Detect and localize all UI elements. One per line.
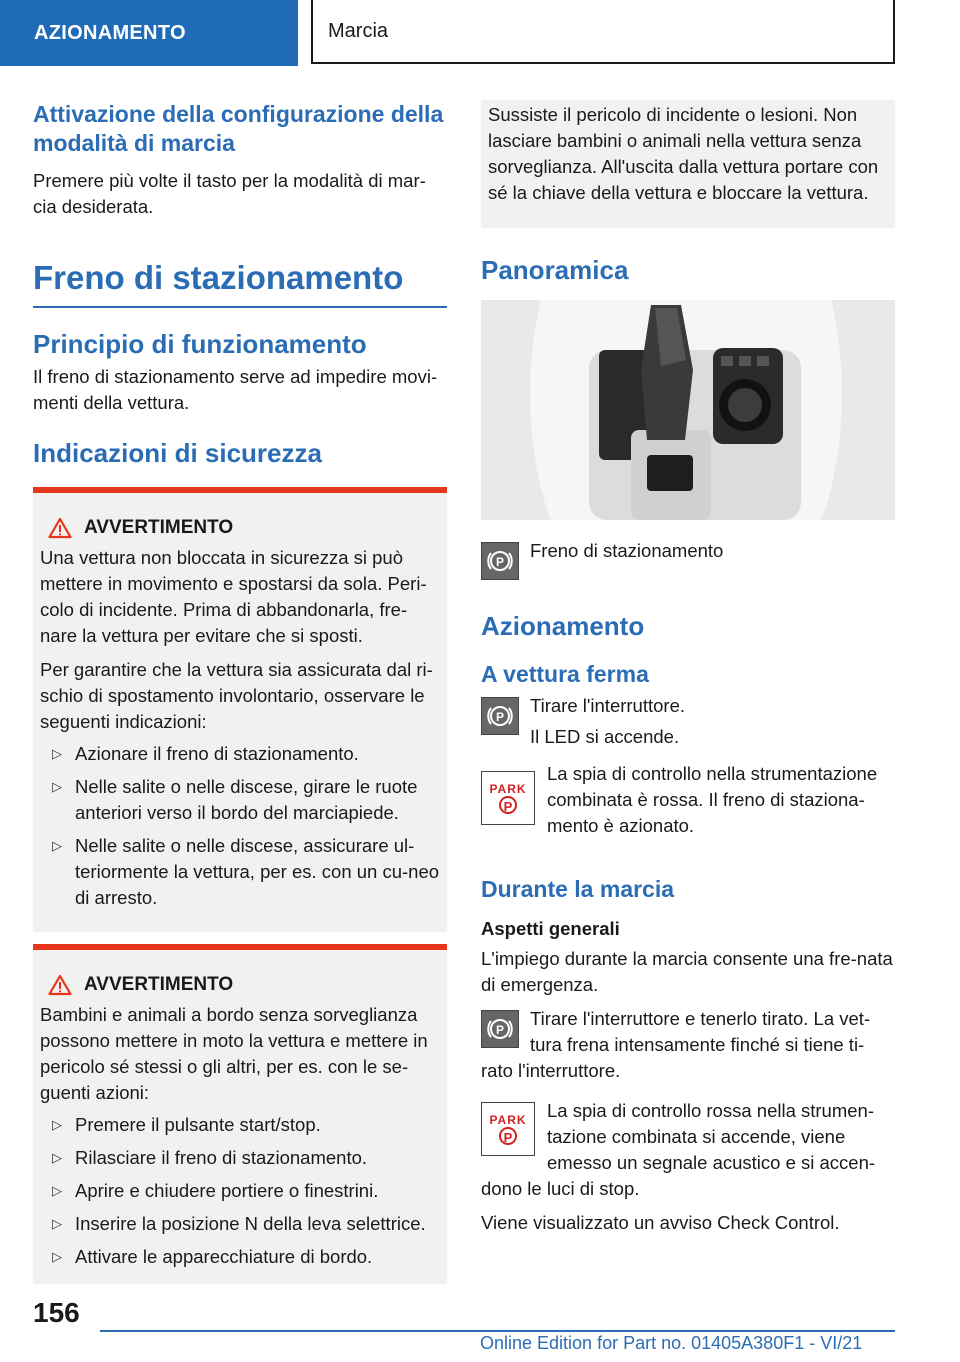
chapter-header — [311, 0, 895, 64]
park-symbol: P — [499, 796, 517, 814]
operation-title: Azionamento — [481, 611, 645, 641]
stopped-text-2: Il LED si accende. — [530, 726, 680, 747]
warning-icon — [48, 517, 72, 539]
list-item: ▷ Aprire e chiudere portiere o finestrini. — [40, 1178, 440, 1204]
info-text: Sussiste il pericolo di incidente o lesioni. Non lasciare bambini o animali nella vettura senza sorveglianza. All'uscita dalla vettura portare con sé la chiave della vettura e bloccare la vettura. — [488, 104, 879, 203]
bullet-triangle-icon: ▷ — [52, 1117, 62, 1132]
bullet-triangle-icon: ▷ — [52, 746, 62, 761]
principle-title: Principio di funzionamento — [33, 329, 367, 359]
main-title: Freno di stazionamento — [33, 258, 447, 308]
list-item: ▷ Premere il pulsante start/stop. — [40, 1112, 440, 1138]
parking-brake-icon — [481, 542, 519, 580]
safety-title: Indicazioni di sicurezza — [33, 438, 322, 468]
list-item: ▷ Nelle salite o nelle discese, girare le ruote anteriori verso il bordo del marciapiede. — [52, 776, 418, 823]
edition-text: Online Edition for Part no. 01405A380F1 - VI/21 — [480, 1333, 863, 1353]
pull-text: Tirare l'interruttore e tenerlo tirato. La vet-tura frena intensamente finché si tiene ti-rato l'interruttore. — [481, 1008, 871, 1081]
svg-text:P: P — [495, 1023, 505, 1037]
park-warning-icon — [481, 771, 535, 825]
caption-row — [481, 538, 895, 582]
overview-title: Panoramica — [481, 255, 629, 285]
principle-text: Il freno di stazionamento serve ad impedire movi-menti della vettura. — [33, 366, 438, 413]
park-label: PARK — [489, 781, 527, 796]
stopped-park-text: La spia di controllo nella strumentazione combinata è rossa. Il freno di staziona-mento è azionato. — [547, 763, 878, 836]
warning-text: Bambini e animali a bordo senza sorveglianza possono mettere in moto la vettura e mettere in pericolo sé stessi o gli altri, per es. con le se-guenti azioni: — [40, 1004, 428, 1103]
right-column — [481, 100, 895, 1236]
bullet-triangle-icon: ▷ — [52, 1150, 62, 1165]
center-console-image — [481, 300, 895, 520]
park-symbol: P — [499, 1127, 517, 1145]
pull-row — [481, 1006, 895, 1084]
stopped-row — [481, 693, 895, 755]
general-text: L'impiego durante la marcia consente una fre-nata di emergenza. — [481, 948, 893, 995]
parking-brake-icon — [481, 697, 519, 735]
list-item: ▷ Inserire la posizione N della leva selettrice. — [40, 1211, 440, 1237]
warning-list — [40, 741, 440, 911]
list-item: ▷ Azionare il freno di stazionamento. — [40, 741, 440, 767]
info-box — [481, 100, 895, 228]
warning-icon — [48, 974, 72, 996]
driving-title: Durante la marcia — [481, 876, 675, 902]
warning-label: AVVERTIMENTO — [84, 974, 234, 995]
park-label: PARK — [489, 1112, 527, 1127]
warning-box-2 — [33, 944, 447, 1284]
park-text: La spia di controllo rossa nella strumen-tazione combinata si accende, viene emesso un segnale acustico e si accen-dono le luci di stop. — [481, 1100, 876, 1199]
page-number: 156 — [33, 1297, 80, 1328]
list-item: ▷ Attivare le apparecchiature di bordo. — [40, 1244, 440, 1270]
activation-title: Attivazione della configurazione della modalità di marcia — [33, 101, 444, 156]
warning-list — [40, 1112, 440, 1270]
bullet-triangle-icon: ▷ — [52, 1216, 62, 1231]
console-photo — [481, 300, 895, 520]
check-control-text: Viene visualizzato un avviso Check Control. — [481, 1212, 840, 1233]
stopped-text-1: Tirare l'interruttore. — [530, 695, 686, 716]
svg-text:P: P — [495, 710, 505, 724]
bullet-triangle-icon: ▷ — [52, 1183, 62, 1198]
activation-text: Premere più volte il tasto per la modalità di mar-cia desiderata. — [33, 170, 426, 217]
stopped-title: A vettura ferma — [481, 661, 649, 687]
left-column — [33, 100, 447, 1284]
bullet-triangle-icon: ▷ — [52, 838, 62, 853]
warning-text: Una vettura non bloccata in sicurezza si può mettere in movimento e spostarsi da sola. Peri-colo di incidente. Prima di abbandonarla, fre-nare la vettura per evitare che si sposti. — [40, 547, 427, 646]
footer-divider — [100, 1330, 895, 1332]
warning-label: AVVERTIMENTO — [84, 517, 234, 538]
warning-text: Per garantire che la vettura sia assicurata dal ri-schio di spostamento involontario, osservare le seguenti indicazioni: — [40, 659, 433, 732]
parking-brake-icon — [481, 1010, 519, 1048]
warning-box-1 — [33, 487, 447, 932]
section-tab: AZIONAMENTO — [0, 0, 298, 66]
general-title: Aspetti generali — [481, 918, 620, 939]
park-warning-icon — [481, 1102, 535, 1156]
stopped-park-row — [481, 763, 895, 847]
photo-caption: Freno di stazionamento — [530, 540, 724, 561]
bullet-triangle-icon: ▷ — [52, 779, 62, 794]
list-item: ▷ Nelle salite o nelle discese, assicurare ul-teriormente la vettura, per es. con un cu-neo di arresto. — [52, 835, 440, 908]
list-item: ▷ Rilasciare il freno di stazionamento. — [40, 1145, 440, 1171]
chapter-title: Marcia — [328, 20, 389, 42]
driving-park-row — [481, 1098, 895, 1202]
svg-text:P: P — [495, 555, 505, 569]
bullet-triangle-icon: ▷ — [52, 1249, 62, 1264]
